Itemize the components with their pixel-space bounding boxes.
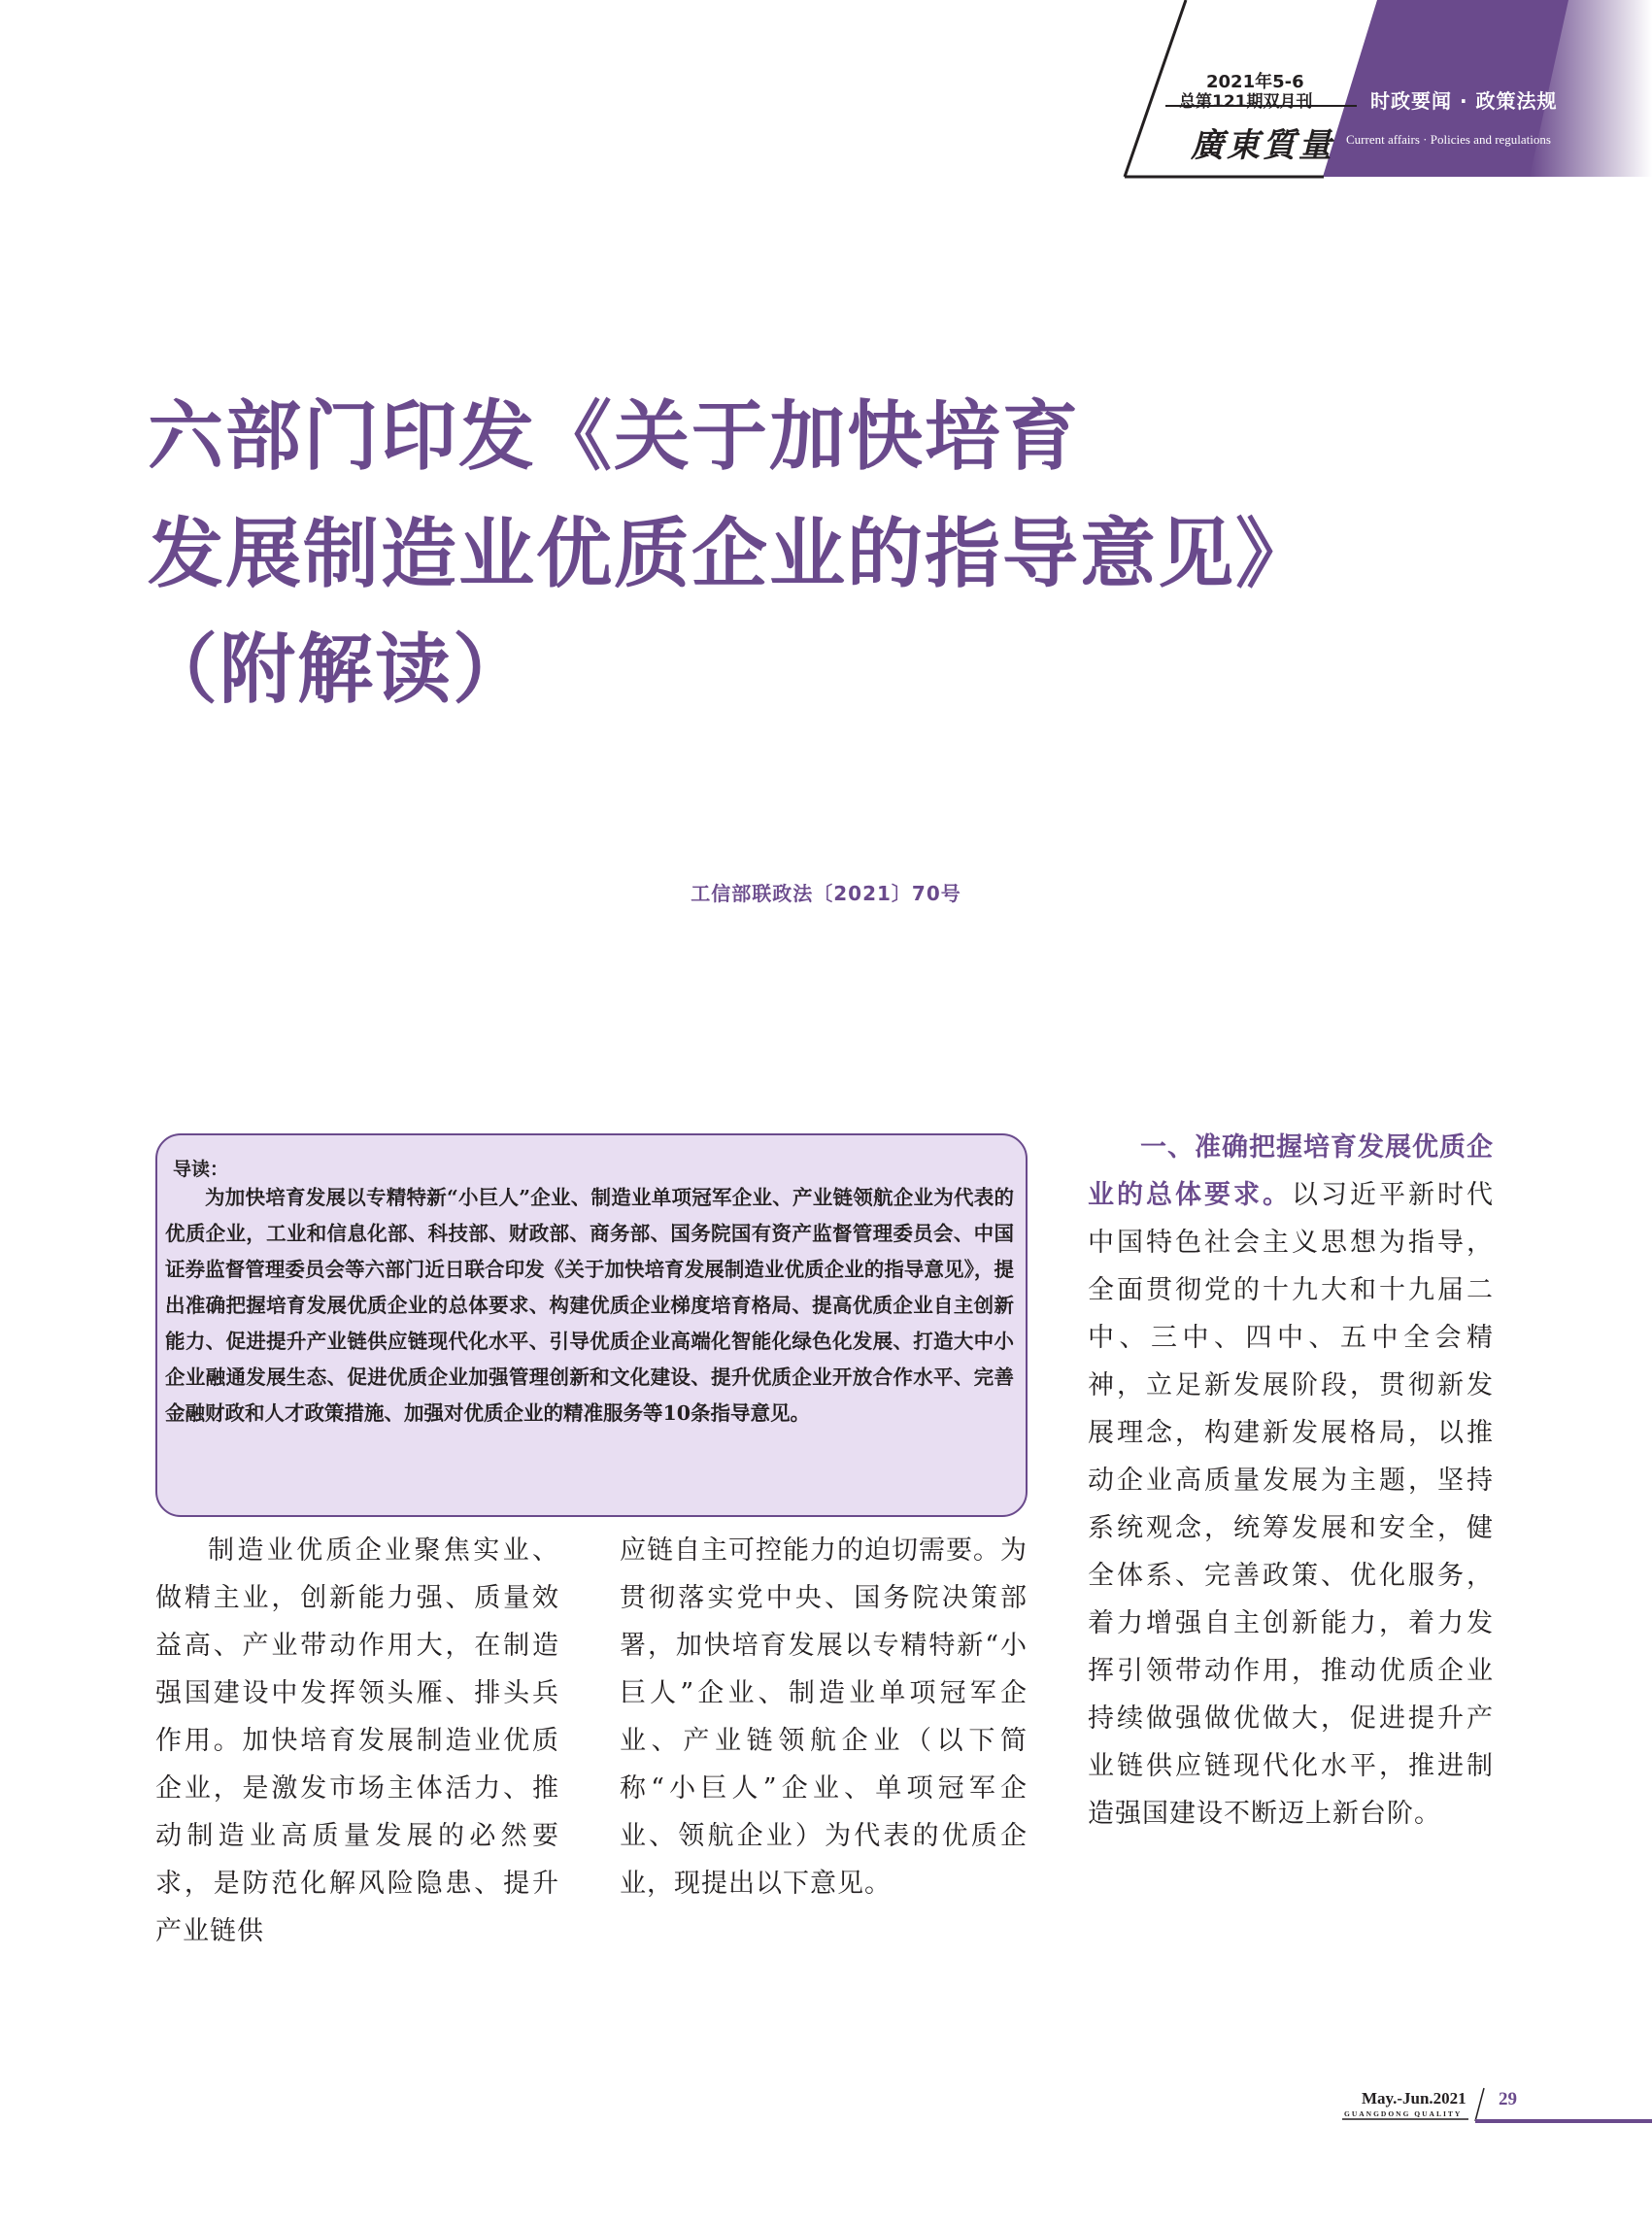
issue-number: 总第121期双月刊 — [1179, 92, 1313, 112]
intro-box — [155, 1133, 1028, 1517]
document-number: 工信部联政法〔2021〕70号 — [691, 882, 961, 905]
title-line-3: （附解读） — [142, 626, 531, 714]
page-number: 29 — [1499, 2089, 1517, 2109]
section-title-en: Current affairs · Policies and regulations — [1346, 132, 1551, 147]
title-line-2: 发展制造业优质企业的指导意见》 — [148, 511, 1314, 598]
footer-date: May.-Jun.2021 — [1362, 2089, 1467, 2108]
body-column-2: 应链自主可控能力的迫切需要。为贯彻落实党中央、国务院决策部署，加快培育发展以专精特新“小巨人”企业、制造业单项冠军企业、产业链领航企业（以下简称“小巨人”企业、单项冠军企业、领航企业）为代表的优质企业，现提出以下意见。 — [620, 1535, 1028, 1899]
section-body-1: 以习近平新时代中国特色社会主义思想为指导，全面贯彻党的十九大和十九届二中、三中、四中、五中全会精神，立足新发展阶段，贯彻新发展理念，构建新发展格局，以推动企业高质量发展为主题，坚持系统观念，统筹发展和安全，健全体系、完善政策、优化服务，着力增强自主创新能力，着力发挥引领带动作用，推动优质企业持续做强做优做大，促进提升产业链供应链现代化水平，推进制造强国建设不断迈上新台阶。 — [1088, 1180, 1494, 1829]
section-heading-1: 一、准确把握培育发展优质企业的总体要求。 — [1088, 1132, 1494, 1210]
body-column-3 — [1088, 1124, 1494, 1838]
magazine-logo: 廣東質量 — [1191, 126, 1334, 165]
title-line-1: 六部门印发《关于加快培育 — [148, 393, 1081, 481]
intro-body: 为加快培育发展以专精特新“小巨人”企业、制造业单项冠军企业、产业链领航企业为代表的优质企业，工业和信息化部、科技部、财政部、商务部、国务院国有资产监督管理委员会、中国证券监督管理委员会等六部门近日联合印发《关于加快培育发展制造业优质企业的指导意见》，提出准确把握培育发展优质企业的总体要求、构建优质企业梯度培育格局、提高优质企业自主创新能力、促进提升产业链供应链现代化水平、引导优质企业高端化智能化绿色化发展、打造大中小企业融通发展生态、促进优质企业加强管理创新和文化建设、提升优质企业开放合作水平、完善金融财政和人才政策措施、加强对优质企业的精准服务等10条指导意见。 — [165, 1186, 1014, 1425]
brand-box-left-diagonal — [1125, 0, 1186, 177]
body-column-1: 制造业优质企业聚焦实业、做精主业，创新能力强、质量效益高、产业带动作用大，在制造强国建设中发挥领头雁、排头兵作用。加快培育发展制造业优质企业，是激发市场主体活力、推动制造业高质量发展的必然要求，是防范化解风险隐患、提升产业链供 — [155, 1535, 559, 1946]
footer-magazine: GUANGDONG QUALITY — [1344, 2109, 1463, 2118]
intro-heading: 导读： — [173, 1159, 229, 1180]
issue-date: 2021年5-6 — [1206, 72, 1304, 92]
section-title-cn: 时政要闻 · 政策法规 — [1370, 89, 1558, 113]
